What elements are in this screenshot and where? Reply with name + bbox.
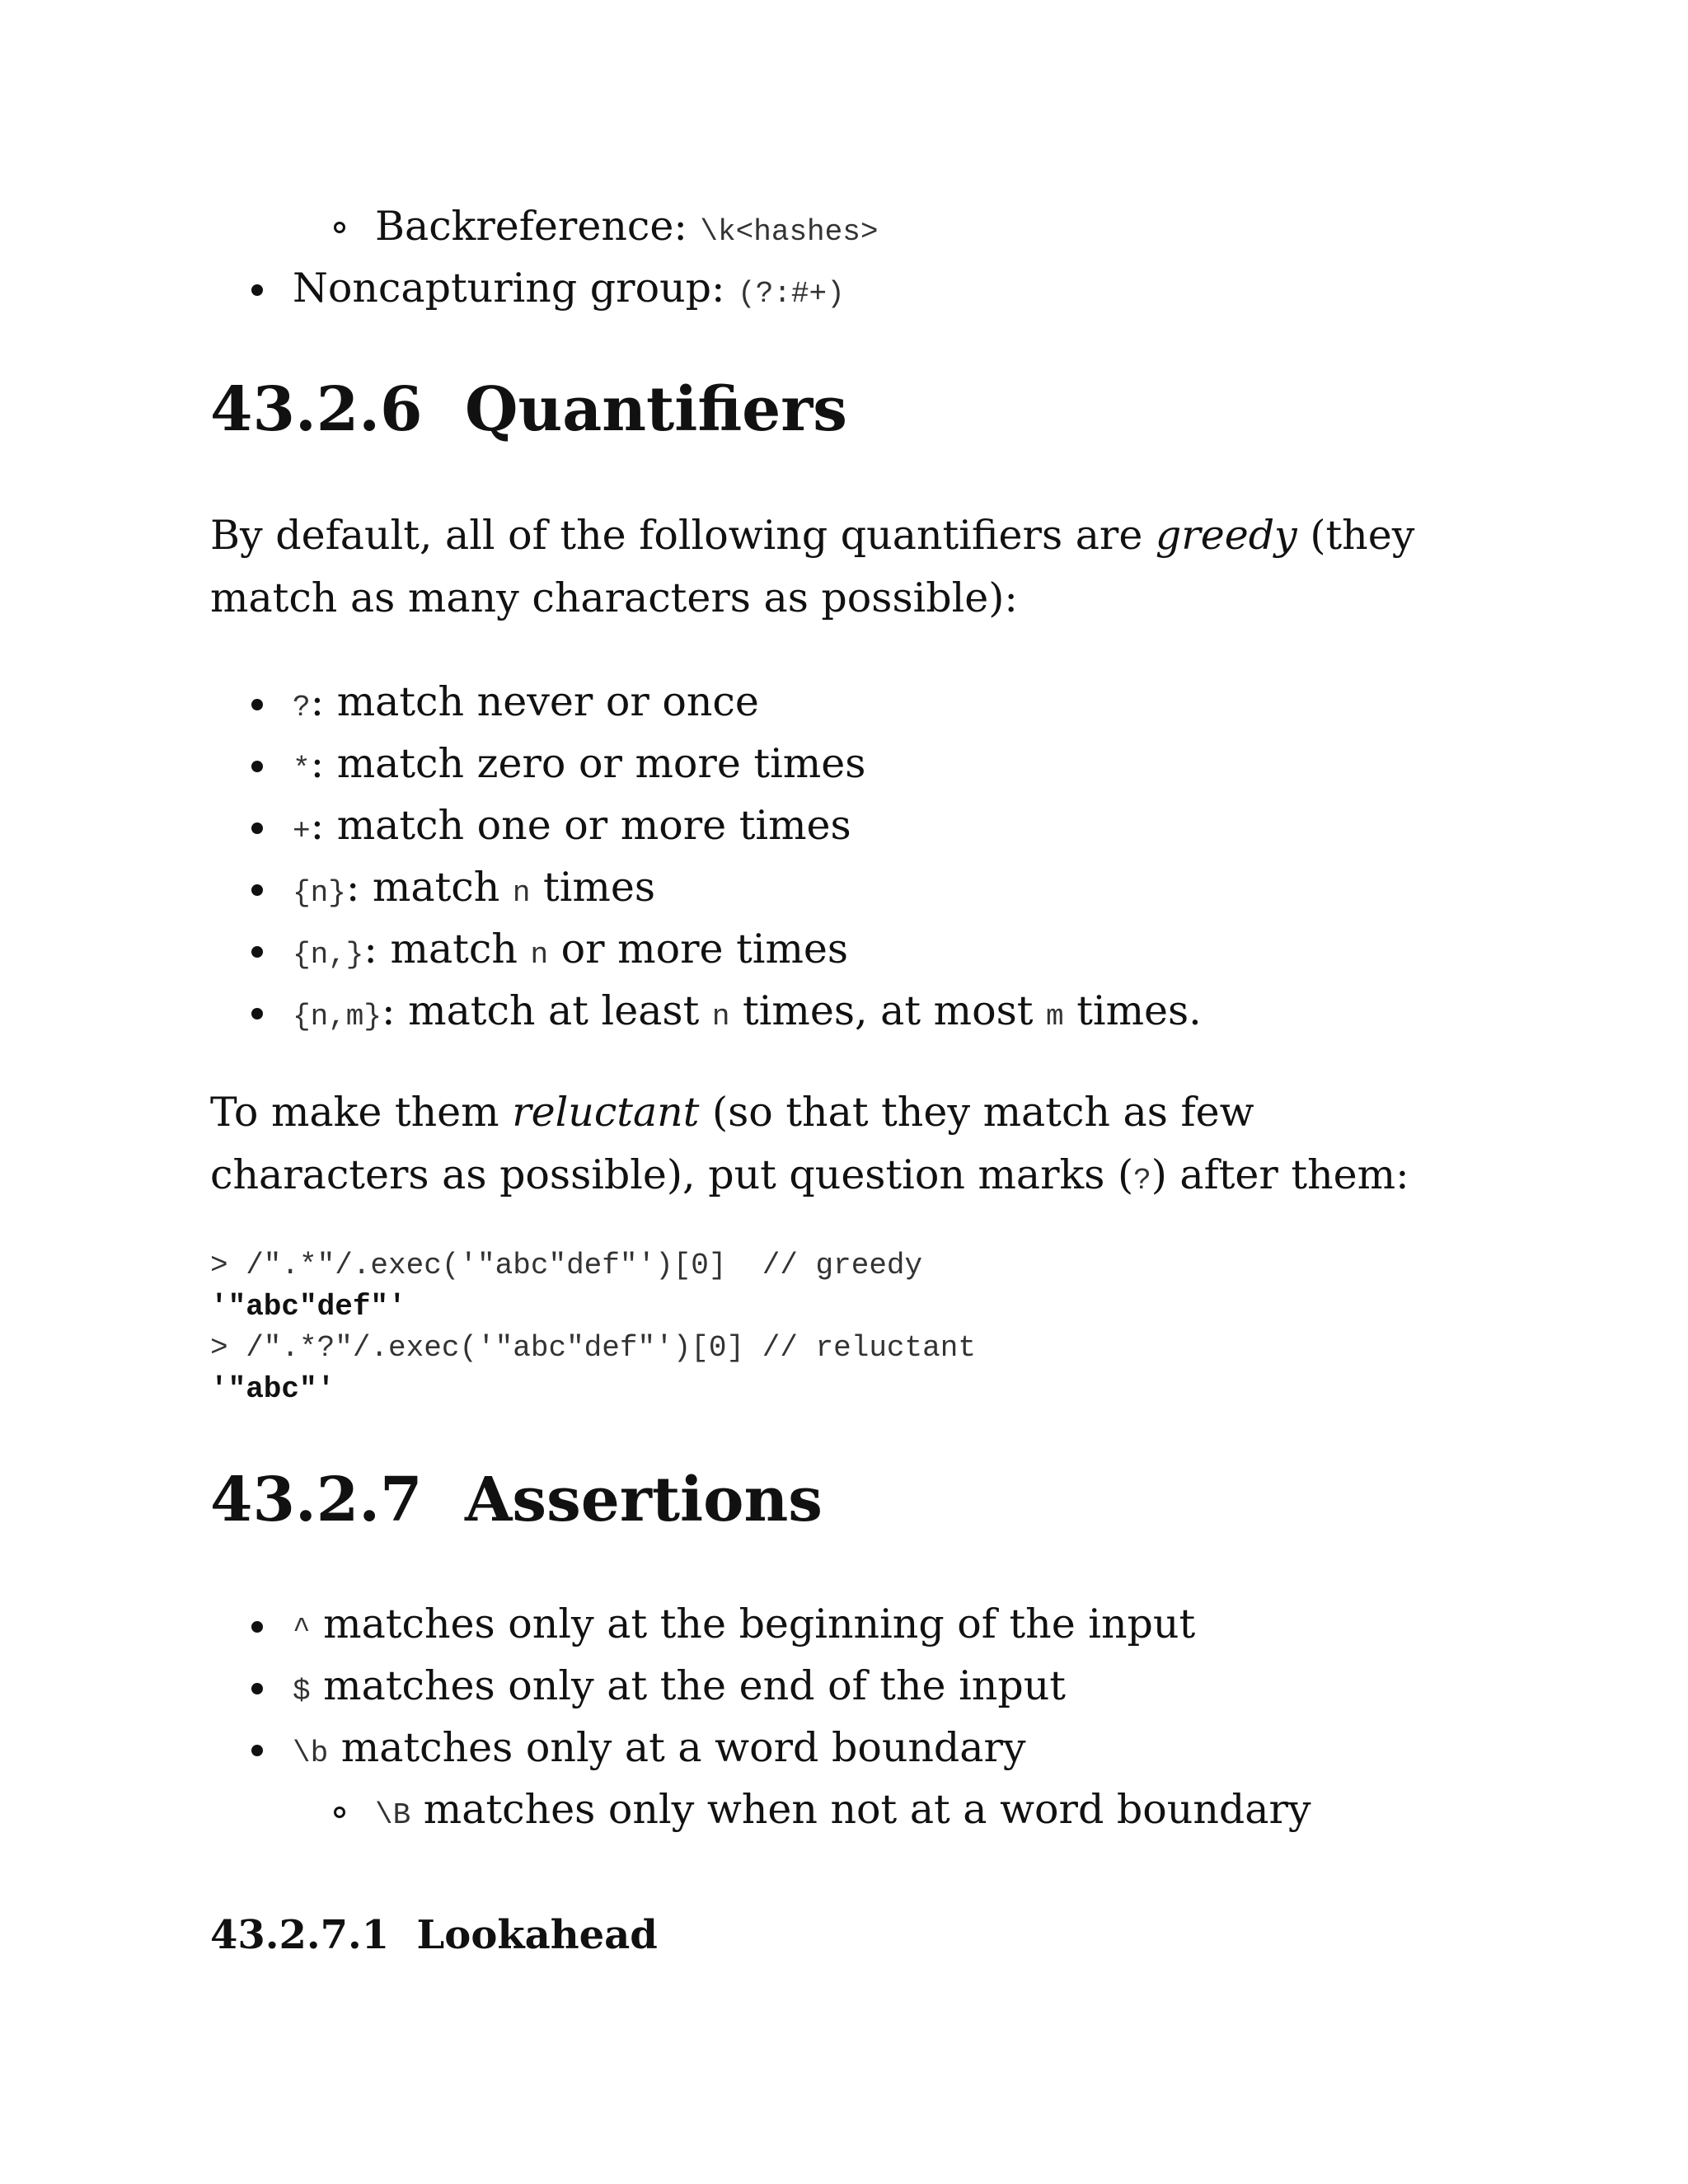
subsection-heading-lookahead: 43.2.7.1 Lookahead xyxy=(210,1912,658,1958)
section-heading-quantifiers: 43.2.6 Quantifiers xyxy=(210,374,847,445)
code-block xyxy=(210,1245,976,1410)
bullet xyxy=(251,699,263,710)
assertion-sub-item: \B matches only when not at a word boundary xyxy=(375,1786,1311,1833)
quantifier-item: +: match one or more times xyxy=(293,802,851,849)
bullet xyxy=(251,1621,263,1633)
code-line: > /".*"/.exec('"abc"def"')[0] // greedy xyxy=(210,1249,923,1282)
section-heading-assertions: 43.2.7 Assertions xyxy=(210,1465,823,1535)
bullet xyxy=(251,761,263,772)
noncapturing-code: (?:#+) xyxy=(738,277,845,311)
bullet xyxy=(251,1008,263,1019)
noncapturing-item: Noncapturing group: (?:#+) xyxy=(293,265,845,312)
code-line: > /".*?"/.exec('"abc"def"')[0] // reluctant xyxy=(210,1331,976,1365)
quantifier-item: {n,}: match n or more times xyxy=(293,926,849,972)
quantifier-item: ?: match never or once xyxy=(293,678,759,725)
reluctant-paragraph: To make them reluctant (so that they match as few characters as possible), put question marks (?) after them: xyxy=(210,1089,1409,1198)
code-output: '"abc"' xyxy=(210,1372,335,1406)
quantifier-item: *: match zero or more times xyxy=(293,740,866,787)
bullet xyxy=(251,284,263,296)
assertion-item: $ matches only at the end of the input xyxy=(293,1662,1066,1709)
sub-bullet xyxy=(334,222,345,233)
bullet xyxy=(251,823,263,834)
quantifiers-intro: By default, all of the following quantifiers are greedy (they match as many characters as possible): xyxy=(210,512,1415,621)
bullet xyxy=(251,1683,263,1694)
code-output: '"abc"def"' xyxy=(210,1290,406,1324)
assertion-item: \b matches only at a word boundary xyxy=(293,1724,1026,1771)
bullet xyxy=(251,884,263,896)
quantifier-item: {n,m}: match at least n times, at most m times. xyxy=(293,987,1202,1034)
backreference-item: Backreference: \k<hashes> xyxy=(375,203,879,250)
quantifier-item: {n}: match n times xyxy=(293,864,655,911)
sub-bullet xyxy=(334,1807,345,1818)
assertion-item: ^ matches only at the beginning of the input xyxy=(293,1601,1196,1647)
bullet xyxy=(251,1745,263,1756)
backreference-code: \k<hashes> xyxy=(700,215,879,249)
bullet xyxy=(251,946,263,958)
